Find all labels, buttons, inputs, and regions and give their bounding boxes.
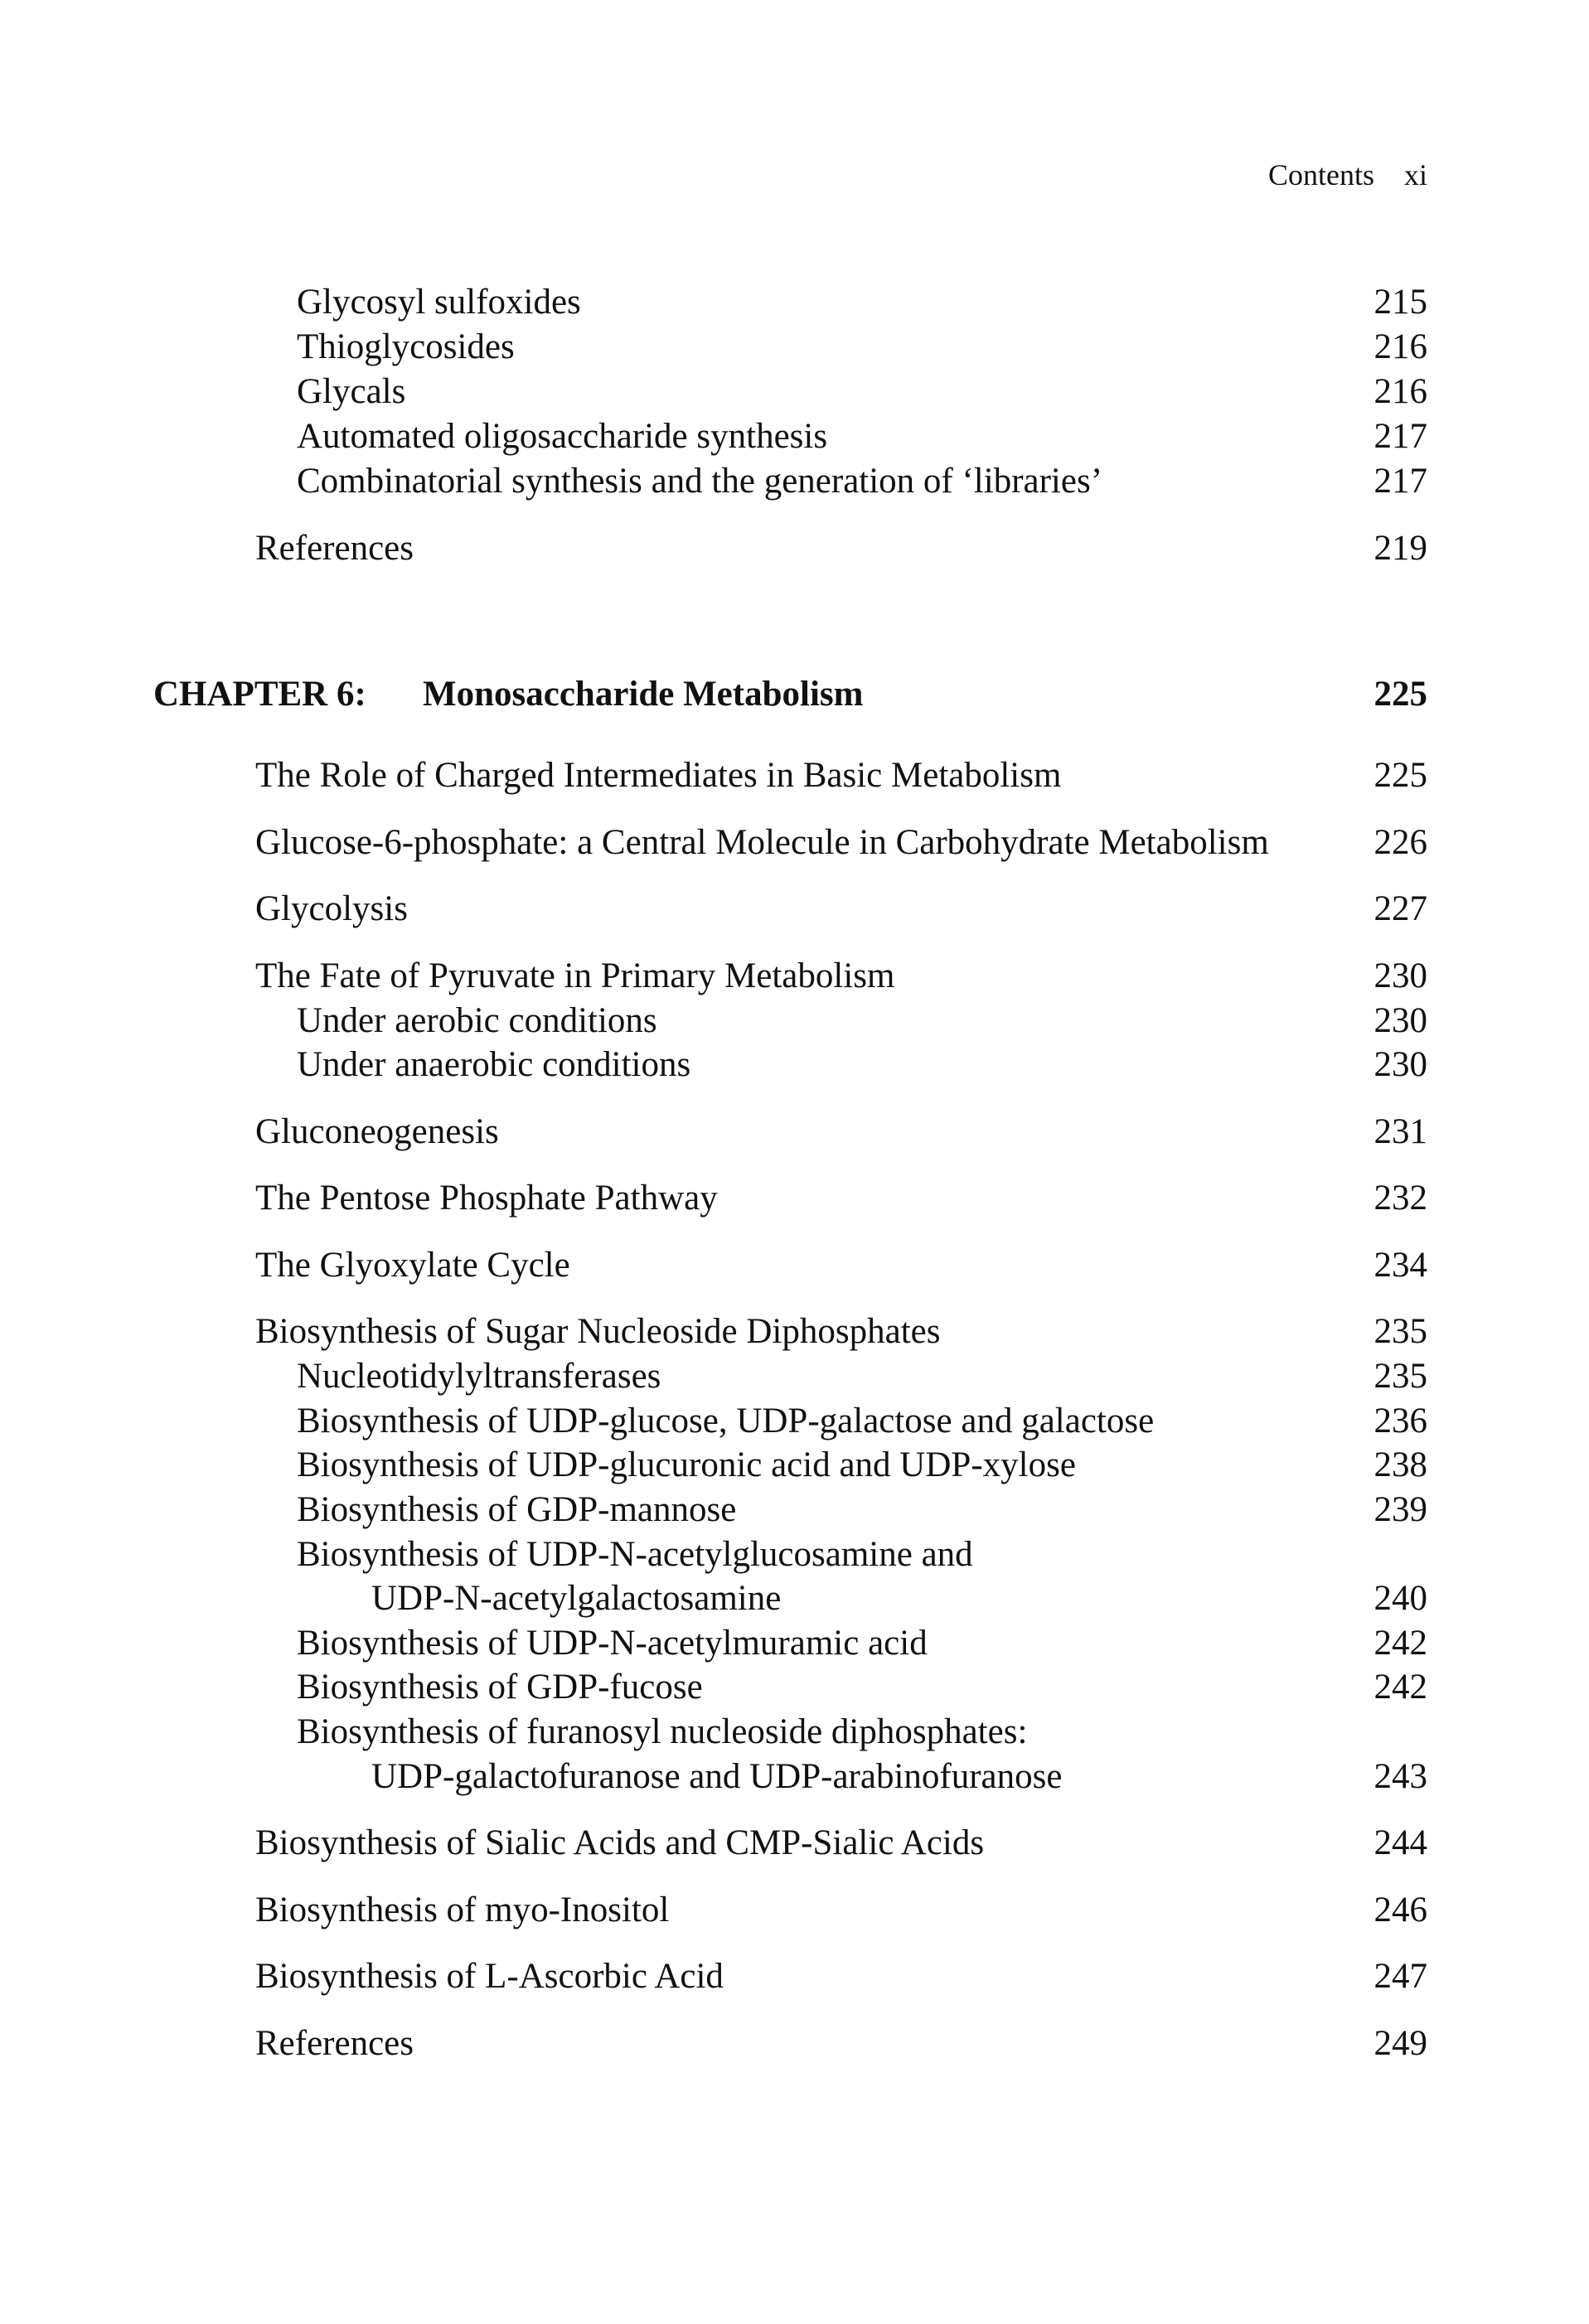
toc-subentry[interactable] (0, 1664, 1589, 1711)
toc-subentry-continuation[interactable] (0, 1754, 1589, 1800)
toc-entry-page: 227 (1373, 889, 1427, 928)
toc-entry[interactable] (0, 1109, 1589, 1155)
toc-entry-page: 219 (1373, 529, 1427, 568)
toc-subentry[interactable] (0, 1042, 1589, 1088)
toc-entry-title: Thioglycosides (297, 327, 515, 366)
toc-entry[interactable] (0, 324, 1589, 370)
toc-entry[interactable] (0, 458, 1589, 505)
toc-entry-page: 236 (1373, 1402, 1427, 1440)
toc-entry-references[interactable] (0, 2021, 1589, 2067)
toc-subentry[interactable] (0, 1487, 1589, 1533)
toc-entry[interactable] (0, 1954, 1589, 2000)
toc-entry-title: Biosynthesis of L-Ascorbic Acid (255, 1957, 724, 1996)
toc-entry-page: 225 (1373, 756, 1427, 795)
toc-entry-page: 244 (1373, 1823, 1427, 1862)
chapter-title: Monosaccharide Metabolism (423, 675, 864, 714)
toc-entry-title: Biosynthesis of UDP-N-acetylglucosamine and (297, 1535, 973, 1574)
toc-entry-title: Biosynthesis of UDP-glucuronic acid and UDP-xylose (297, 1445, 1076, 1484)
toc-entry-title: Under aerobic conditions (297, 1001, 657, 1040)
toc-entry[interactable] (0, 1309, 1589, 1355)
toc-entry[interactable] (0, 886, 1589, 932)
toc-subentry[interactable] (0, 1353, 1589, 1400)
toc-entry-title: Biosynthesis of UDP-N-acetylmuramic acid (297, 1624, 928, 1663)
toc-entry-title: Automated oligosaccharide synthesis (297, 417, 828, 456)
toc-entry-title: Glycolysis (255, 889, 408, 928)
toc-entry[interactable] (0, 1820, 1589, 1866)
toc-entry-page: 217 (1373, 462, 1427, 501)
chapter-page: 225 (1373, 675, 1427, 714)
toc-subentry[interactable] (0, 1709, 1589, 1755)
toc-entry-title: The Role of Charged Intermediates in Basic Metabolism (255, 756, 1062, 795)
toc-entry-page: 230 (1373, 1001, 1427, 1040)
toc-subentry[interactable] (0, 1398, 1589, 1445)
toc-entry-title: Under anaerobic conditions (297, 1045, 691, 1084)
toc-entry-title: Nucleotidylyltransferases (297, 1357, 661, 1396)
toc-entry-title: References (255, 529, 414, 568)
toc-entry-page: 215 (1373, 283, 1427, 322)
toc-entry-page: 217 (1373, 417, 1427, 456)
toc-entry-title: References (255, 2024, 414, 2063)
toc-entry-page: 239 (1373, 1490, 1427, 1529)
toc-entry-page: 216 (1373, 372, 1427, 411)
toc-entry-title: Biosynthesis of GDP-fucose (297, 1668, 703, 1707)
toc-entry[interactable] (0, 1175, 1589, 1222)
toc-entry[interactable] (0, 1887, 1589, 1934)
toc-entry[interactable] (0, 953, 1589, 1000)
running-head-section: Contents (1267, 158, 1374, 191)
toc-entry-page: 230 (1373, 956, 1427, 995)
toc-entry-title: UDP-N-acetylgalactosamine (371, 1579, 782, 1618)
toc-entry-title: Biosynthesis of Sialic Acids and CMP-Sialic Acids (255, 1823, 985, 1862)
toc-entry-page: 242 (1373, 1668, 1427, 1707)
toc-entry-page: 234 (1373, 1246, 1427, 1285)
toc-entry-title: The Pentose Phosphate Pathway (255, 1179, 718, 1218)
toc-entry-title: Biosynthesis of UDP-glucose, UDP-galactose and galactose (297, 1402, 1155, 1440)
chapter-heading[interactable] (0, 671, 1589, 718)
toc-entry-page: 243 (1373, 1757, 1427, 1796)
toc-entry-title: Biosynthesis of Sugar Nucleoside Diphosphates (255, 1312, 941, 1351)
toc-entry-page: 226 (1373, 823, 1427, 862)
toc-entry-page: 242 (1373, 1624, 1427, 1663)
toc-entry-page: 247 (1373, 1957, 1427, 1996)
toc-entry[interactable] (0, 369, 1589, 415)
toc-entry[interactable] (0, 414, 1589, 460)
toc-entry-page: 240 (1373, 1579, 1427, 1618)
toc-entry-page: 249 (1373, 2024, 1427, 2063)
toc-entry-page: 238 (1373, 1445, 1427, 1484)
toc-entry-title: Combinatorial synthesis and the generation of ‘libraries’ (297, 462, 1103, 501)
toc-entry-title: Biosynthesis of GDP-mannose (297, 1490, 737, 1529)
toc-entry-title: Biosynthesis of myo-Inositol (255, 1891, 670, 1929)
toc-entry[interactable] (0, 753, 1589, 799)
toc-entry-page: 246 (1373, 1891, 1427, 1929)
toc-entry-title: Glucose-6-phosphate: a Central Molecule in Carbohydrate Metabolism (255, 823, 1269, 862)
toc-subentry[interactable] (0, 998, 1589, 1044)
running-head (1268, 157, 1427, 192)
toc-entry-title: Glycals (297, 372, 406, 411)
toc-entry-title: Glycosyl sulfoxides (297, 283, 581, 322)
toc-entry-page: 232 (1373, 1179, 1427, 1218)
toc-subentry-continuation[interactable] (0, 1576, 1589, 1622)
toc-entry-page: 216 (1373, 327, 1427, 366)
toc-entry-title: UDP-galactofuranose and UDP-arabinofuranose (371, 1757, 1063, 1796)
toc-entry-references[interactable] (0, 525, 1589, 572)
toc-entry-page: 230 (1373, 1045, 1427, 1084)
toc-entry-page: 231 (1373, 1112, 1427, 1151)
chapter-number: CHAPTER 6: (153, 675, 366, 714)
toc-entry[interactable] (0, 820, 1589, 866)
toc-entry-page: 235 (1373, 1312, 1427, 1351)
toc-entry-page: 235 (1373, 1357, 1427, 1396)
running-head-page-number: xi (1403, 158, 1427, 191)
toc-subentry[interactable] (0, 1442, 1589, 1489)
toc-entry-title: The Fate of Pyruvate in Primary Metabolism (255, 956, 895, 995)
toc-subentry[interactable] (0, 1532, 1589, 1578)
toc-entry-title: Gluconeogenesis (255, 1112, 499, 1151)
toc-entry-title: The Glyoxylate Cycle (255, 1246, 570, 1285)
toc-subentry[interactable] (0, 1620, 1589, 1667)
toc-entry[interactable] (0, 279, 1589, 326)
toc-entry[interactable] (0, 1242, 1589, 1289)
toc-entry-title: Biosynthesis of furanosyl nucleoside diphosphates: (297, 1712, 1028, 1751)
